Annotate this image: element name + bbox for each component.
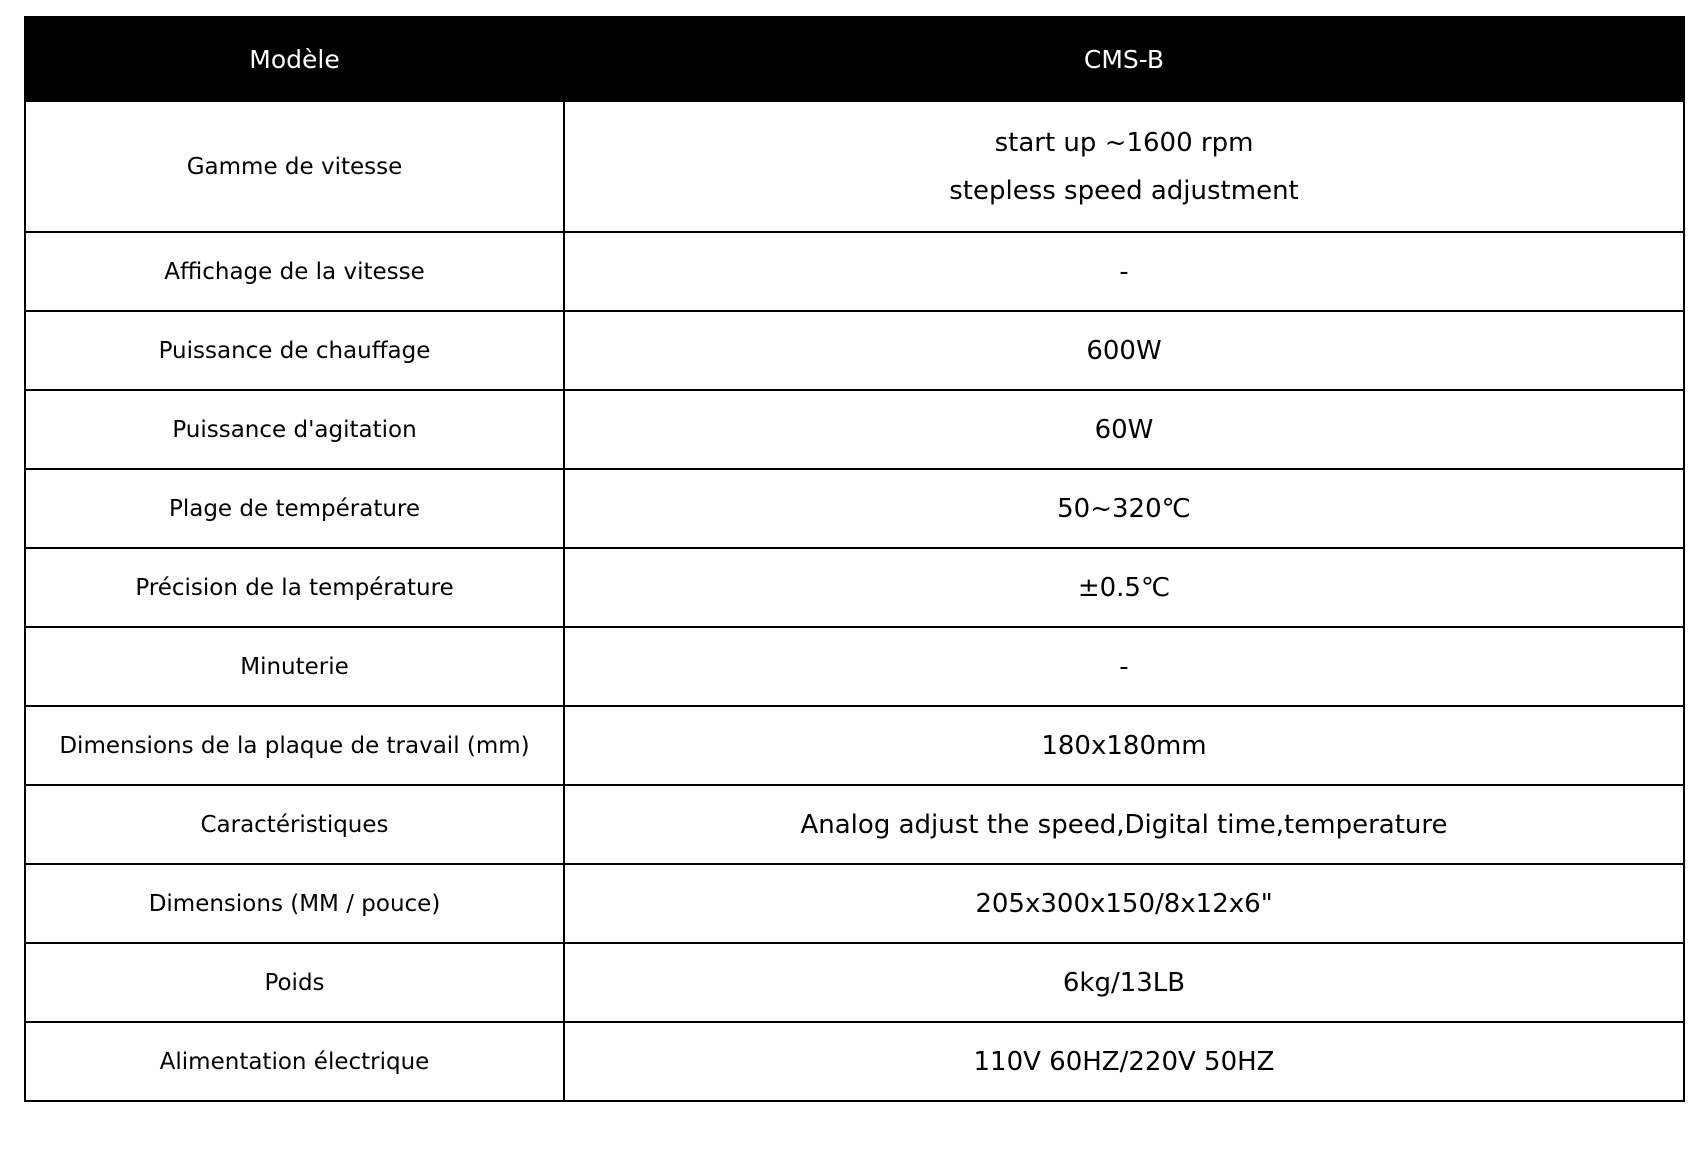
row-value-line: stepless speed adjustment: [949, 175, 1299, 206]
row-label: Alimentation électrique: [25, 1022, 564, 1101]
row-value: 600W: [564, 311, 1684, 390]
row-label: Minuterie: [25, 627, 564, 706]
row-value: [564, 101, 1684, 232]
row-label: Dimensions de la plaque de travail (mm): [25, 706, 564, 785]
row-value: 6kg/13LB: [564, 943, 1684, 1022]
row-value: 180x180mm: [564, 706, 1684, 785]
row-value: Analog adjust the speed,Digital time,temperature: [564, 785, 1684, 864]
row-value: ±0.5℃: [564, 548, 1684, 627]
table-row: [25, 232, 1684, 311]
spec-table: [24, 16, 1685, 1102]
header-label: Modèle: [25, 17, 564, 101]
table-row: [25, 706, 1684, 785]
row-value: 110V 60HZ/220V 50HZ: [564, 1022, 1684, 1101]
table-row: [25, 864, 1684, 943]
row-value: 205x300x150/8x12x6": [564, 864, 1684, 943]
row-label: Puissance de chauffage: [25, 311, 564, 390]
row-label: Plage de température: [25, 469, 564, 548]
row-label: Poids: [25, 943, 564, 1022]
table-row: [25, 311, 1684, 390]
table-row: [25, 101, 1684, 232]
row-value-line: start up ~1600 rpm: [994, 127, 1254, 158]
row-label: Affichage de la vitesse: [25, 232, 564, 311]
table-row: [25, 1022, 1684, 1101]
row-label: Précision de la température: [25, 548, 564, 627]
table-row: [25, 390, 1684, 469]
table-row: [25, 627, 1684, 706]
table-row: [25, 469, 1684, 548]
row-label: Puissance d'agitation: [25, 390, 564, 469]
header-value: CMS-B: [564, 17, 1684, 101]
row-label: Dimensions (MM / pouce): [25, 864, 564, 943]
table-header-row: [25, 17, 1684, 101]
row-value: 60W: [564, 390, 1684, 469]
table-row: [25, 785, 1684, 864]
row-label: Caractéristiques: [25, 785, 564, 864]
table-row: [25, 943, 1684, 1022]
row-label: Gamme de vitesse: [25, 101, 564, 232]
row-value: -: [564, 627, 1684, 706]
row-value: 50~320℃: [564, 469, 1684, 548]
table-row: [25, 548, 1684, 627]
row-value: -: [564, 232, 1684, 311]
